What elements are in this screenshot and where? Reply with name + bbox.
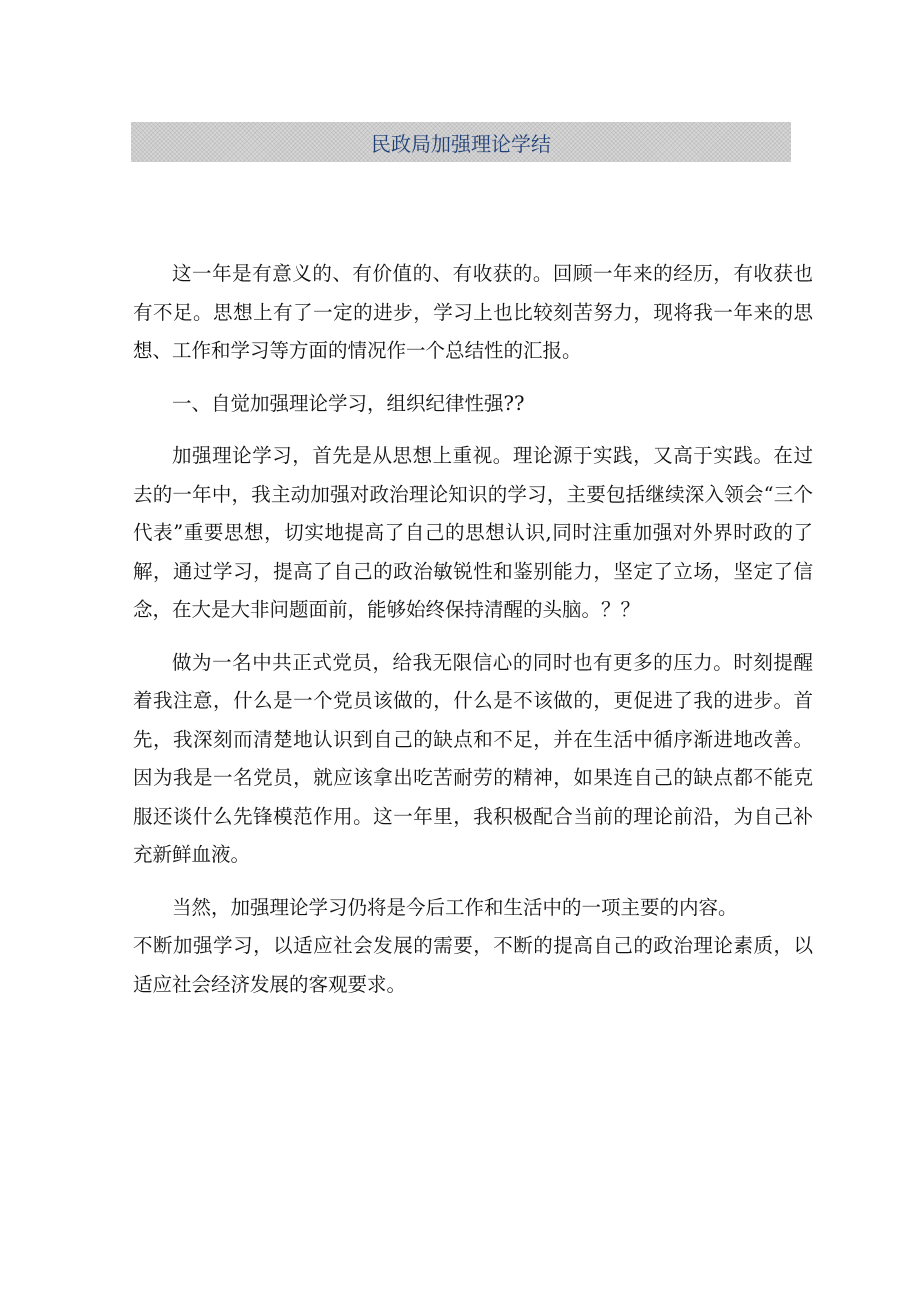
section-heading: 一、自觉加强理论学习，组织纪律性强??	[172, 391, 525, 415]
title-banner	[131, 122, 791, 162]
paragraph-future-study: 当然，加强理论学习仍将是今后工作和生活中的一项主要的内容。	[172, 895, 738, 919]
paragraph-party-member: 做为一名中共正式党员，给我无限信心的同时也有更多的压力。时刻提醒着我注意，什么是一个党员该做的，什么是不该做的，更促进了我的进步。首先，我深刻而清楚地认识到自己的缺点和不足，并在生活中循序渐进地改善。因为我是一名党员，就应该拿出吃苦耐劳的精神，如果连自己的缺点都不能克服还谈什么先锋模范作用。这一年里，我积极配合当前的理论前沿，为自己补充新鲜血液。	[133, 650, 813, 866]
paragraph-conclusion: 不断加强学习，以适应社会发展的需要，不断的提高自己的政治理论素质，以适应社会经济发展的客观要求。	[133, 934, 813, 996]
paragraph-intro: 这一年是有意义的、有价值的、有收获的。回顾一年来的经历，有收获也有不足。思想上有了一定的进步，学习上也比较刻苦努力，现将我一年来的思想、工作和学习等方面的情况作一个总结性的汇报。	[133, 262, 813, 362]
document-title: 民政局加强理论学结	[371, 131, 551, 156]
paragraph-theory-study: 加强理论学习，首先是从思想上重视。理论源于实践，又高于实践。在过去的一年中，我主动加强对政治理论知识的学习，主要包括继续深入领会“三个代表”重要思想，切实地提高了自己的思想认识,同时注重加强对外界时政的了解，通过学习，提高了自己的政治敏锐性和鉴别能力，坚定了立场，坚定了信念，在大是大非问题面前，能够始终保持清醒的头脑。？？	[133, 444, 813, 621]
document-body	[133, 255, 813, 1018]
